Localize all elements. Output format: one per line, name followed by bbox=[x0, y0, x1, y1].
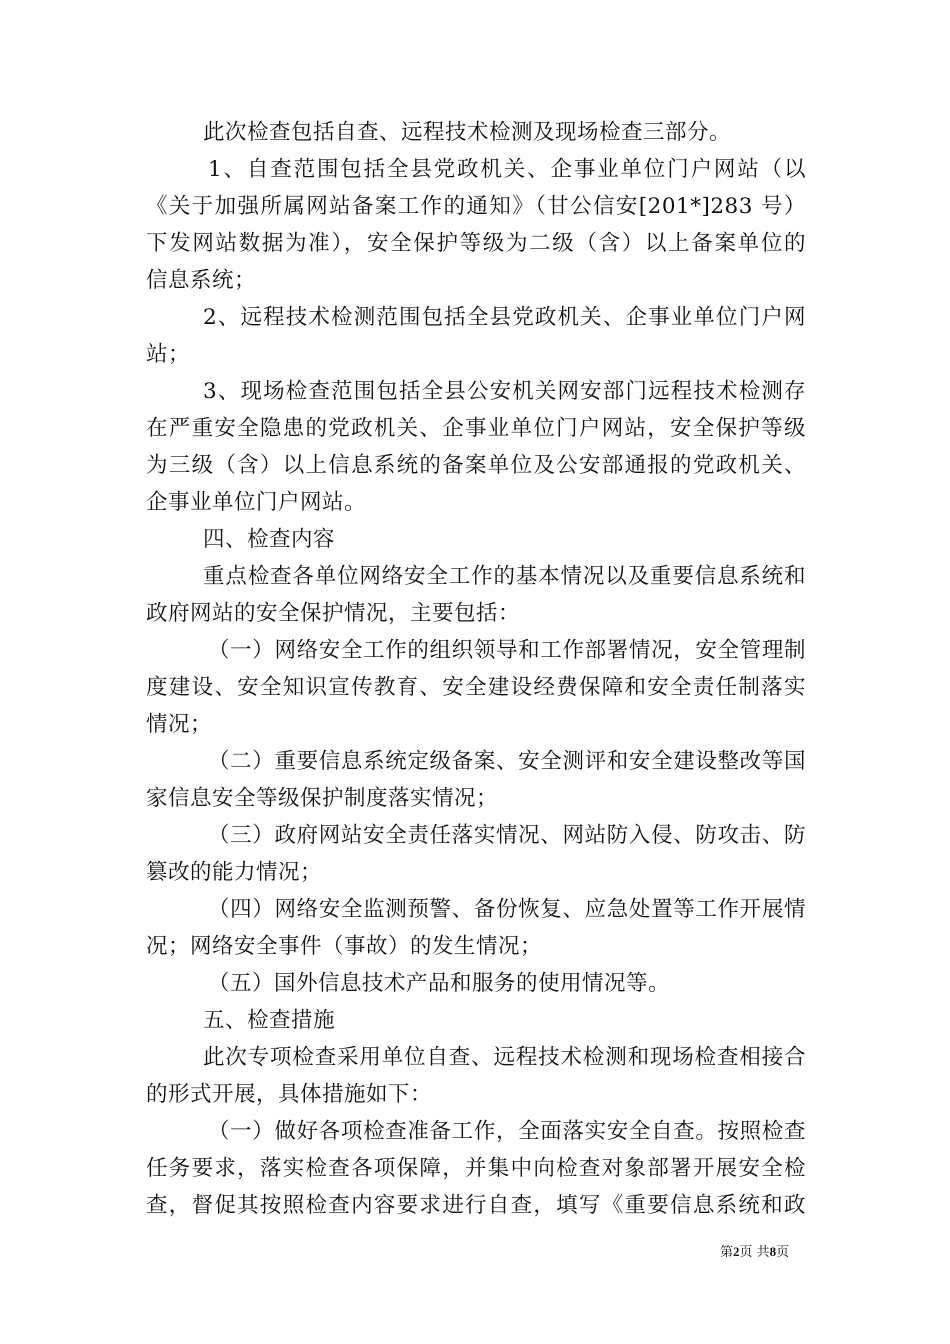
paragraph-line: 度建设、安全知识宣传教育、安全建设经费保障和安全责任制落实 bbox=[146, 675, 806, 700]
paragraph-line: （二）重要信息系统定级备案、安全测评和安全建设整改等国 bbox=[208, 749, 806, 774]
paragraph-line: 篡改的能力情况； bbox=[146, 860, 323, 885]
footer-suffix: 页 bbox=[776, 1245, 790, 1260]
paragraph-line: 况；网络安全事件（事故）的发生情况； bbox=[146, 934, 543, 959]
section-heading: 四、检查内容 bbox=[203, 527, 336, 552]
paragraph-line: 为三级（含）以上信息系统的备案单位及公安部通报的党政机关、 bbox=[146, 453, 806, 478]
paragraph-line: 此次专项检查采用单位自查、远程技术检测和现场检查相接合 bbox=[203, 1045, 806, 1070]
paragraph-line: （四）网络安全监测预警、备份恢复、应急处置等工作开展情 bbox=[208, 897, 806, 922]
paragraph-line: 1、自查范围包括全县党政机关、企事业单位门户网站（以 bbox=[208, 157, 806, 182]
total-pages-number: 8 bbox=[769, 1244, 777, 1259]
footer-middle: 页 共 bbox=[739, 1245, 770, 1260]
paragraph-line: 重点检查各单位网络安全工作的基本情况以及重要信息系统和 bbox=[203, 564, 806, 589]
paragraph-line: （三）政府网站安全责任落实情况、网站防入侵、防攻击、防 bbox=[208, 823, 806, 848]
page-number-footer bbox=[720, 1244, 789, 1261]
current-page-number: 2 bbox=[733, 1244, 740, 1259]
footer-prefix: 第 bbox=[720, 1245, 734, 1260]
paragraph-line: 情况； bbox=[146, 712, 213, 737]
paragraph-line: 任务要求，落实检查各项保障，并集中向检查对象部署开展安全检 bbox=[146, 1156, 806, 1181]
paragraph-line: 下发网站数据为准），安全保护等级为二级（含）以上备案单位的 bbox=[146, 231, 806, 256]
paragraph-line: （一）网络安全工作的组织领导和工作部署情况，安全管理制 bbox=[208, 638, 806, 663]
paragraph-line: 家信息安全等级保护制度落实情况； bbox=[146, 786, 499, 811]
paragraph-line: （一）做好各项检查准备工作，全面落实安全自查。按照检查 bbox=[208, 1119, 806, 1144]
section-heading: 五、检查措施 bbox=[203, 1008, 336, 1033]
paragraph-line: （五）国外信息技术产品和服务的使用情况等。 bbox=[208, 971, 671, 996]
paragraph-line: 查，督促其按照检查内容要求进行自查，填写《重要信息系统和政 bbox=[146, 1193, 806, 1218]
paragraph-line: 企事业单位门户网站。 bbox=[146, 490, 367, 515]
paragraph-line: 3、现场检查范围包括全县公安机关网安部门远程技术检测存 bbox=[203, 379, 806, 404]
paragraph-line: 政府网站的安全保护情况，主要包括： bbox=[146, 601, 521, 626]
paragraph-line: 在严重安全隐患的党政机关、企事业单位门户网站，安全保护等级 bbox=[146, 416, 806, 441]
document-body bbox=[146, 114, 806, 1224]
paragraph-line: 的形式开展，具体措施如下： bbox=[146, 1082, 433, 1107]
paragraph-line: 2、远程技术检测范围包括全县党政机关、企事业单位门户网 bbox=[203, 305, 806, 330]
paragraph-line: 此次检查包括自查、远程技术检测及现场检查三部分。 bbox=[203, 120, 732, 145]
paragraph-line: 信息系统； bbox=[146, 268, 257, 293]
paragraph-line: 《关于加强所属网站备案工作的通知》（甘公信安[201*]283 号） bbox=[146, 194, 806, 219]
paragraph-line: 站； bbox=[146, 342, 191, 367]
